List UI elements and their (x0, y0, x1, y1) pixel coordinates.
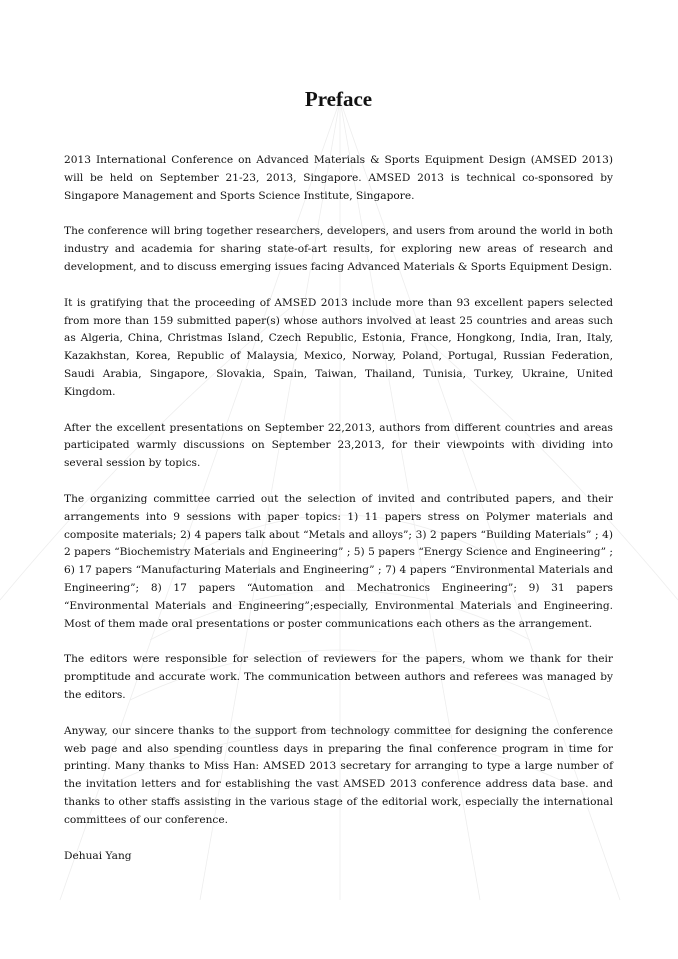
page-title: Preface (304, 87, 373, 111)
paragraph-1: 2013 International Conference on Advanced Materials & Sports Equipment Design (AMSED 2013) will be held on September 21-23, 2013, Singapore. AMSED 2013 is technical co-sponsored by Singapore Management and Sports Science Institute, Singapore. (64, 154, 613, 202)
paragraph-6: The editors were responsible for selection of reviewers for the papers, whom we thank for their promptitude and accurate work. The communication between authors and referees was managed by the editors. (64, 653, 613, 701)
paragraph-5: The organizing committee carried out the selection of invited and contributed papers, and their arrangements into 9 sessions with paper topics: 1) 11 papers stress on Polymer materials and composite materials; 2) 4 papers talk about “Metals and alloys”; 3) 2 papers “Building Materials” ; 4) 2 papers “Biochemistry Materials and Engineering” ; 5) 5 papers “Energy Science and Engineering” ; 6) 17 papers “Manufacturing Materials and Engineering” ; 7) 4 papers “Environmental Materials and Engineering”; 8) 17 papers “Automation and Mechatronics Engineering”; 9) 31 papers “Environmental Materials and Engineering”;especially, Environmental Materials and Engineering. Most of them made oral presentations or poster communications each others as the arrangement. (64, 492, 613, 630)
signature: Dehuai Yang (64, 849, 132, 862)
paragraph-7: Anyway, our sincere thanks to the support from technology committee for designing the conference web page and also spending countless days in preparing the final conference program in time for printing. Many thanks to Miss Han: AMSED 2013 secretary for arranging to type a large number of the invitation letters and for establishing the vast AMSED 2013 conference address data base. and thanks to other staffs assisting in the various stage of the editorial work, especially the international committees of our conference. (64, 724, 613, 826)
paragraph-2: The conference will bring together researchers, developers, and users from around the world in both industry and academia for sharing state-of-art results, for exploring new areas of research and development, and to discuss emerging issues facing Advanced Materials & Sports Equipment Design. (64, 225, 613, 273)
body-text (64, 152, 613, 865)
paragraph-4: After the excellent presentations on September 22,2013, authors from different countries and areas participated warmly discussions on September 23,2013, for their viewpoints with dividing into several session by topics. (64, 421, 613, 470)
paragraph-3: It is gratifying that the proceeding of AMSED 2013 include more than 93 excellent papers selected from more than 159 submitted paper(s) whose authors involved at least 25 countries and areas such as Algeria, China, Christmas Island, Czech Republic, Estonia, France, Hongkong, India, Iran, Italy, Kazakhstan, Korea, Republic of Malaysia, Mexico, Norway, Poland, Portugal, Russian Federation, Saudi Arabia, Singapore, Slovakia, Spain, Taiwan, Thailand, Tunisia, Turkey, Ukraine, United Kingdom. (64, 296, 613, 398)
